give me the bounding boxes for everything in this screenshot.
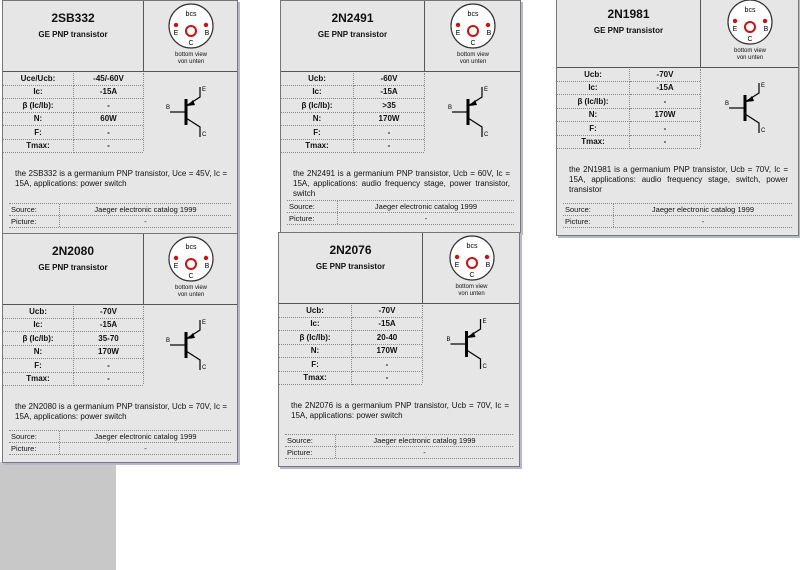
symbol-base-label: B: [725, 101, 730, 107]
transistor-type: GE PNP transistor: [315, 262, 386, 271]
spec-label: Tmax:: [3, 373, 74, 386]
pinout-diagram: [434, 3, 512, 69]
symbol-collector-label: C: [202, 132, 207, 138]
von-unten-text: von unten: [459, 59, 487, 65]
spec-label: Tmax:: [279, 372, 352, 385]
bottom-view-text: bottom view: [733, 48, 766, 54]
symbol-emitter-label: E: [202, 320, 207, 326]
spec-row: [3, 346, 143, 359]
card-header: [281, 1, 520, 72]
source-row: [285, 434, 513, 446]
picture-row: [287, 212, 514, 225]
transistor-card: [280, 0, 521, 233]
title-cell: [3, 1, 144, 71]
spec-value: -: [630, 123, 700, 136]
spec-row: [279, 345, 422, 358]
spec-value: -: [352, 359, 422, 372]
spec-row: [557, 123, 700, 136]
pin-b-label: B: [204, 263, 210, 270]
pin-bcs-label: bcs: [466, 243, 477, 250]
description: the 2N2080 is a germanium PNP transistor, Ucb = 70V, Ic = 15A, applications: power switch: [15, 402, 227, 421]
spec-label: Ic:: [279, 318, 352, 331]
spec-label: N:: [3, 113, 74, 126]
symbol-emitter-label: E: [202, 87, 207, 93]
spec-row: [3, 306, 143, 319]
transistor-card: [2, 0, 238, 236]
pnp-symbol: [700, 69, 800, 147]
spec-label: Tmax:: [557, 136, 630, 149]
pin-e-label: E: [173, 263, 179, 270]
spec-label: Uce/Ucb:: [3, 73, 74, 86]
transistor-name: 2N2491: [331, 11, 374, 25]
spec-value: -70V: [74, 306, 143, 319]
spec-label: β (Ic/Ib):: [3, 100, 74, 113]
transistor-name: 2N2080: [51, 244, 95, 258]
spec-label: Ucb:: [557, 69, 630, 82]
pin-b-label: B: [763, 26, 769, 33]
symbol-collector-label: C: [482, 364, 487, 370]
picture-value: -: [613, 216, 792, 227]
picture-row: [9, 442, 231, 455]
spec-label: β (Ic/Ib):: [3, 333, 74, 346]
spec-row: [279, 332, 422, 345]
spec-label: Ucb:: [281, 73, 354, 86]
pin-e-label: E: [454, 262, 459, 269]
title-cell: [279, 233, 423, 303]
spec-label: Tmax:: [281, 140, 354, 153]
pin-bcs-label: bcs: [185, 11, 197, 18]
picture-value: -: [59, 216, 231, 227]
source-label: Source:: [565, 205, 591, 214]
specs-table: [3, 73, 143, 153]
pin-e-label: E: [732, 26, 738, 33]
source-value: Jaeger electronic catalog 1999: [335, 435, 513, 446]
source-label: Source:: [11, 205, 37, 214]
pnp-symbol: [143, 306, 240, 384]
pnp-symbol: [424, 73, 523, 151]
spec-row: [281, 86, 424, 99]
spec-row: [281, 73, 424, 86]
picture-value: -: [335, 447, 513, 458]
source-value: Jaeger electronic catalog 1999: [59, 431, 231, 442]
card-header: [3, 1, 237, 72]
transistor-type: GE PNP transistor: [38, 30, 108, 39]
spec-value: -15A: [630, 82, 700, 95]
picture-label: Picture:: [565, 217, 591, 226]
spec-row: [3, 100, 143, 113]
picture-row: [9, 215, 231, 228]
card-header: [279, 233, 519, 304]
spec-value: -60V: [354, 73, 424, 86]
description: the 2N2076 is a germanium PNP transistor, Ucb = 70V, Ic = 15A, applications: power switch: [291, 401, 509, 420]
pin-c-label: C: [188, 40, 194, 47]
symbol-base-label: B: [448, 105, 453, 111]
bottom-view-text: bottom view: [455, 284, 488, 290]
spec-value: -: [74, 360, 143, 373]
transistor-type: GE PNP transistor: [317, 30, 388, 39]
spec-label: Ucb:: [3, 306, 74, 319]
description: the 2N2491 is a germanium PNP transistor, Ucb = 60V, Ic = 15A, applications: audio frequency stage, power transistor, switch: [293, 169, 510, 198]
source-value: Jaeger electronic catalog 1999: [337, 201, 514, 212]
spec-row: [281, 100, 424, 113]
transistor-type: GE PNP transistor: [593, 26, 664, 35]
symbol-emitter-label: E: [482, 319, 487, 325]
transistor-card: [2, 233, 238, 463]
spec-row: [557, 96, 700, 109]
symbol-collector-label: C: [484, 132, 489, 138]
symbol-base-label: B: [166, 338, 171, 344]
title-cell: [557, 0, 701, 67]
picture-label: Picture:: [11, 444, 37, 453]
bottom-view-text: bottom view: [456, 52, 489, 58]
spec-row: [3, 373, 143, 386]
picture-label: Picture:: [289, 214, 315, 223]
pinout-diagram: [152, 3, 230, 69]
bottom-view-caption: [152, 52, 230, 66]
spec-label: β (Ic/Ib):: [279, 332, 352, 345]
picture-row: [563, 215, 792, 228]
spec-label: Ic:: [3, 86, 74, 99]
spec-value: -15A: [74, 319, 143, 332]
von-unten-text: von unten: [177, 292, 205, 298]
spec-value: 60W: [74, 113, 143, 126]
pin-bcs-label: bcs: [467, 11, 479, 18]
transistor-name: 2N1981: [607, 7, 650, 21]
spec-label: F:: [3, 360, 74, 373]
symbol-emitter-label: E: [761, 83, 766, 89]
spec-label: F:: [3, 127, 74, 140]
spec-label: F:: [557, 123, 630, 136]
symbol-collector-label: C: [202, 365, 207, 371]
source-row: [9, 430, 231, 442]
spec-value: 35-70: [74, 333, 143, 346]
picture-value: -: [337, 213, 514, 224]
source-row: [563, 203, 792, 215]
spec-row: [279, 305, 422, 318]
pin-c-label: C: [470, 40, 476, 47]
spec-value: -: [354, 127, 424, 140]
spec-value: >35: [354, 100, 424, 113]
gray-panel: [0, 462, 116, 570]
spec-label: F:: [279, 359, 352, 372]
source-value: Jaeger electronic catalog 1999: [59, 204, 231, 215]
spec-label: F:: [281, 127, 354, 140]
spec-value: 170W: [630, 109, 700, 122]
spec-label: N:: [3, 346, 74, 359]
description: the 2N1981 is a germanium PNP transistor, Ucb = 70V, Ic = 15A, applications: audio frequency stage, switch, power transistor: [569, 165, 788, 194]
spec-label: Ic:: [281, 86, 354, 99]
spec-value: 170W: [74, 346, 143, 359]
spec-row: [3, 127, 143, 140]
pin-b-label: B: [486, 30, 492, 37]
pin-b-label: B: [485, 262, 490, 269]
spec-value: -: [352, 372, 422, 385]
pin-b-label: B: [204, 30, 210, 37]
transistor-type: GE PNP transistor: [38, 263, 108, 272]
spec-value: 170W: [354, 113, 424, 126]
source-value: Jaeger electronic catalog 1999: [613, 204, 792, 215]
source-label: Source:: [11, 432, 37, 441]
spec-row: [3, 86, 143, 99]
spec-row: [3, 140, 143, 153]
bottom-view-caption: [434, 52, 512, 66]
spec-row: [557, 69, 700, 82]
symbol-base-label: B: [446, 337, 451, 343]
spec-label: Tmax:: [3, 140, 74, 153]
spec-label: β (Ic/Ib):: [281, 100, 354, 113]
spec-label: β (Ic/Ib):: [557, 96, 630, 109]
spec-value: -: [354, 140, 424, 153]
spec-row: [3, 333, 143, 346]
bottom-view-caption: [152, 285, 230, 299]
spec-value: 170W: [352, 345, 422, 358]
spec-row: [279, 318, 422, 331]
spec-label: N:: [279, 345, 352, 358]
pin-c-label: C: [747, 36, 753, 43]
source-row: [287, 200, 514, 212]
spec-value: -15A: [352, 318, 422, 331]
description: the 2SB332 is a germanium PNP transistor, Uce = 45V, Ic = 15A, applications: power switch: [15, 169, 227, 188]
spec-row: [281, 127, 424, 140]
specs-table: [557, 69, 700, 149]
von-unten-text: von unten: [177, 59, 205, 65]
card-header: [3, 234, 237, 305]
bottom-view-caption: [433, 284, 511, 298]
spec-value: -70V: [630, 69, 700, 82]
specs-table: [279, 305, 422, 385]
pnp-symbol: [422, 305, 522, 383]
picture-label: Picture:: [11, 217, 37, 226]
pin-bcs-label: bcs: [185, 244, 197, 251]
title-cell: [3, 234, 144, 304]
spec-label: N:: [281, 113, 354, 126]
pin-e-label: E: [455, 30, 461, 37]
spec-label: N:: [557, 109, 630, 122]
spec-value: -: [74, 127, 143, 140]
source-label: Source:: [289, 202, 315, 211]
transistor-card: [556, 0, 799, 236]
spec-value: -70V: [352, 305, 422, 318]
symbol-collector-label: C: [761, 128, 766, 134]
spec-value: -: [74, 100, 143, 113]
source-label: Source:: [287, 436, 313, 445]
transistor-card: [278, 232, 520, 467]
spec-row: [279, 359, 422, 372]
spec-label: Ucb:: [279, 305, 352, 318]
picture-value: -: [59, 443, 231, 454]
spec-value: -: [74, 140, 143, 153]
von-unten-text: von unten: [736, 55, 764, 61]
spec-value: 20-40: [352, 332, 422, 345]
spec-value: -15A: [354, 86, 424, 99]
pinout-diagram: [152, 236, 230, 302]
title-cell: [281, 1, 425, 71]
spec-row: [3, 113, 143, 126]
transistor-name: 2N2076: [329, 243, 372, 257]
bottom-view-caption: [711, 48, 789, 62]
spec-row: [281, 113, 424, 126]
pin-c-label: C: [468, 272, 475, 279]
spec-row: [3, 73, 143, 86]
pin-c-label: C: [188, 273, 194, 280]
von-unten-text: von unten: [458, 291, 485, 297]
spec-value: -: [630, 136, 700, 149]
transistor-name: 2SB332: [51, 11, 95, 25]
bottom-view-text: bottom view: [174, 285, 207, 291]
spec-label: Ic:: [557, 82, 630, 95]
spec-value: -45/-60V: [74, 73, 143, 86]
spec-row: [281, 140, 424, 153]
specs-table: [3, 306, 143, 386]
pinout-diagram: [433, 235, 511, 301]
symbol-emitter-label: E: [484, 87, 489, 93]
pin-e-label: E: [173, 30, 179, 37]
pnp-symbol: [143, 73, 240, 151]
spec-row: [279, 372, 422, 385]
card-header: [557, 0, 798, 68]
spec-row: [557, 82, 700, 95]
spec-row: [557, 136, 700, 149]
spec-label: Ic:: [3, 319, 74, 332]
specs-table: [281, 73, 424, 153]
spec-row: [3, 360, 143, 373]
pin-bcs-label: bcs: [744, 7, 756, 14]
symbol-base-label: B: [166, 105, 171, 111]
source-row: [9, 203, 231, 215]
spec-row: [557, 109, 700, 122]
picture-label: Picture:: [287, 448, 313, 457]
pinout-diagram: [711, 0, 789, 65]
spec-row: [3, 319, 143, 332]
spec-value: -: [74, 373, 143, 386]
bottom-view-text: bottom view: [174, 52, 207, 58]
picture-row: [285, 446, 513, 459]
spec-value: -15A: [74, 86, 143, 99]
spec-value: -: [630, 96, 700, 109]
